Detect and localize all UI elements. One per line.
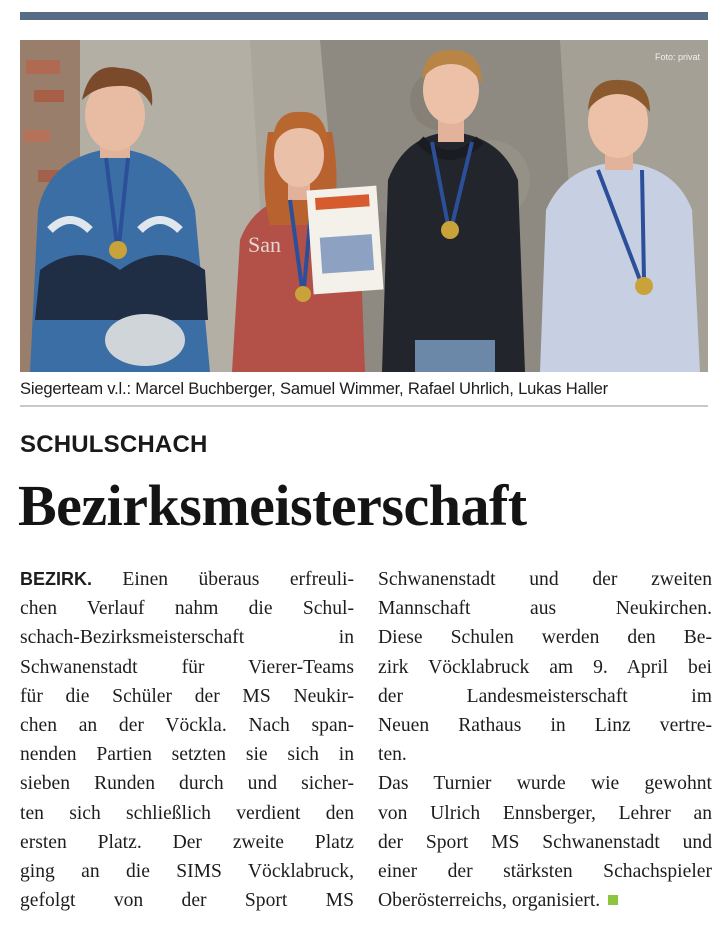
article-line: BEZIRK. Einen überaus erfreuli-: [20, 569, 354, 590]
photo-caption: Siegerteam v.l.: Marcel Buchberger, Samuel Wimmer, Rafael Uhrlich, Lukas Haller: [20, 379, 608, 398]
article-line: chen an der Vöckla. Nach span-: [20, 714, 354, 736]
article-line: chen Verlauf nahm die Schul-: [20, 598, 354, 620]
article-line: ten sich schließlich verdient den: [20, 802, 354, 824]
article-line: Das Turnier wurde wie gewohnt: [378, 773, 712, 795]
article-line: ersten Platz. Der zweite Platz: [20, 831, 354, 853]
team-photo: [20, 40, 708, 372]
top-rule: [20, 12, 708, 20]
article-line: Oberösterreichs, organisiert.: [378, 886, 712, 915]
article-line: ten.: [378, 744, 407, 766]
team-photo-illustration: [20, 40, 708, 372]
article-line: ging an die SIMS Vöcklabruck,: [20, 860, 354, 882]
article-line: Mannschaft aus Neukirchen.: [378, 598, 712, 620]
article-line: Schwanenstadt für Vierer-Teams: [20, 656, 354, 678]
article-line: für die Schüler der MS Neukir-: [20, 685, 354, 707]
article-column-right: [378, 565, 712, 915]
article-line: zirk Vöcklabruck am 9. April bei: [378, 656, 712, 678]
article-column-left: [20, 565, 354, 915]
article-line: der Sport MS Schwanenstadt und: [378, 831, 712, 853]
photo-credit: Foto: privat: [654, 52, 700, 62]
article-line: Schwanenstadt und der zweiten: [378, 569, 712, 590]
end-of-article-icon: [608, 895, 618, 905]
article-lead: BEZIRK.: [20, 569, 92, 589]
article-line: einer der stärksten Schachspieler: [378, 860, 712, 882]
svg-text:San: San: [248, 232, 281, 257]
article-line: der Landesmeisterschaft im: [378, 685, 712, 707]
section-kicker: SCHULSCHACH: [20, 431, 208, 458]
article-line: Neuen Rathaus in Linz vertre-: [378, 714, 712, 736]
article-line: sieben Runden durch und sicher-: [20, 773, 354, 795]
article-line: von Ulrich Ennsberger, Lehrer an: [378, 802, 712, 824]
article-line: Diese Schulen werden den Be-: [378, 627, 712, 649]
article-headline: Bezirksmeisterschaft: [18, 473, 527, 538]
article-line: nenden Partien setzten sie sich in: [20, 744, 354, 766]
caption-divider: [20, 405, 708, 407]
article-line: schach-Bezirksmeisterschaft in: [20, 627, 354, 649]
article-line: gefolgt von der Sport MS: [20, 890, 354, 912]
